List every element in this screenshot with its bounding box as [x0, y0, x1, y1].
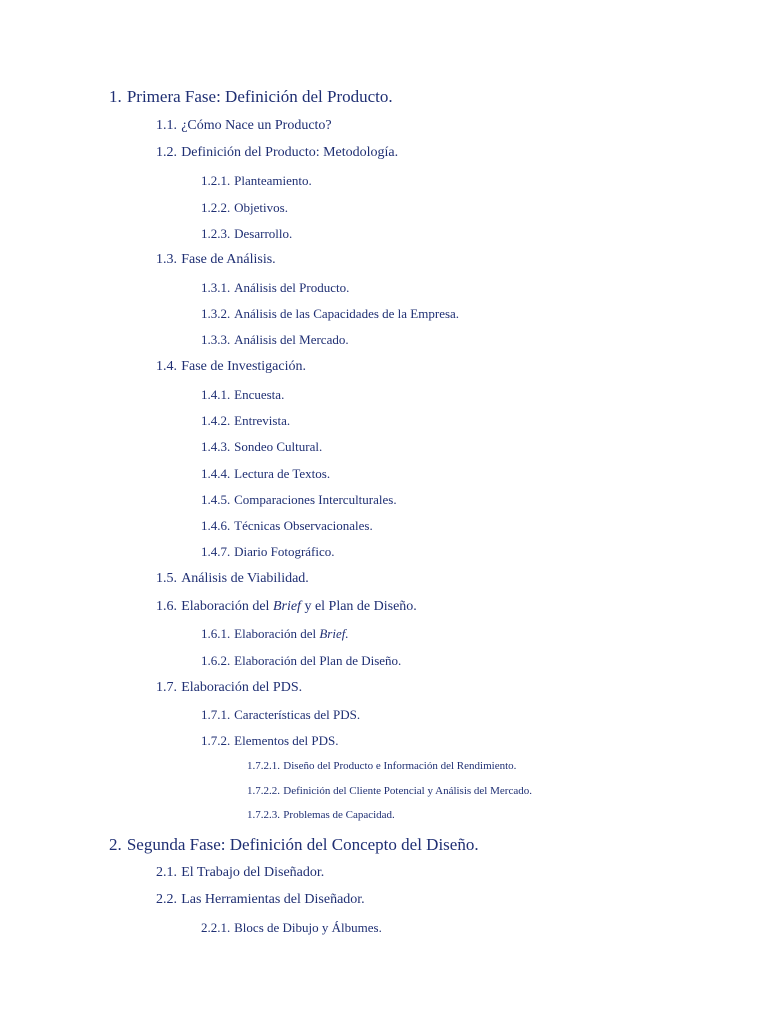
toc-entry-1-2-3[interactable]: 1.2.3. Desarrollo.: [201, 226, 293, 241]
toc-entry-1-4-3[interactable]: 1.4.3. Sondeo Cultural.: [201, 439, 323, 454]
toc-entry-1-2-1[interactable]: 1.2.1. Planteamiento.: [201, 173, 312, 188]
toc-entry-1-5[interactable]: 1.5. Análisis de Viabilidad.: [156, 571, 309, 586]
toc-entry-1-4-6[interactable]: 1.4.6. Técnicas Observacionales.: [201, 518, 373, 533]
toc-entry-1-4-4[interactable]: 1.4.4. Lectura de Textos.: [201, 466, 331, 481]
toc-entry-1-6[interactable]: 1.6. Elaboración del Brief y el Plan de Diseño.: [156, 599, 417, 614]
toc-entry-1-7-2-1[interactable]: 1.7.2.1. Diseño del Producto e Información del Rendimiento.: [247, 760, 517, 772]
toc-entry-1-4-2[interactable]: 1.4.2. Entrevista.: [201, 413, 291, 428]
toc-entry-1-4-1[interactable]: 1.4.1. Encuesta.: [201, 387, 285, 402]
toc-entry-1-3-3[interactable]: 1.3.3. Análisis del Mercado.: [201, 332, 349, 347]
toc-entry-1-4-7[interactable]: 1.4.7. Diario Fotográfico.: [201, 544, 335, 559]
toc-entry-1-2[interactable]: 1.2. Definición del Producto: Metodología.: [156, 145, 399, 160]
toc-entry-1-7[interactable]: 1.7. Elaboración del PDS.: [156, 680, 303, 695]
toc-entry-1-6-1[interactable]: 1.6.1. Elaboración del Brief.: [201, 626, 349, 641]
toc-entry-1-3-2[interactable]: 1.3.2. Análisis de las Capacidades de la Empresa.: [201, 306, 460, 321]
toc-entry-1-7-2-3[interactable]: 1.7.2.3. Problemas de Capacidad.: [247, 809, 395, 821]
toc-entry-1[interactable]: 1. Primera Fase: Definición del Producto.: [109, 87, 393, 106]
toc-entry-1-4[interactable]: 1.4. Fase de Investigación.: [156, 359, 306, 374]
toc-entry-1-3[interactable]: 1.3. Fase de Análisis.: [156, 252, 276, 267]
toc-entry-1-7-2[interactable]: 1.7.2. Elementos del PDS.: [201, 733, 339, 748]
toc-entry-1-6-2[interactable]: 1.6.2. Elaboración del Plan de Diseño.: [201, 653, 402, 668]
toc-entry-1-7-1[interactable]: 1.7.1. Características del PDS.: [201, 707, 361, 722]
toc-entry-2-2-1[interactable]: 2.2.1. Blocs de Dibujo y Álbumes.: [201, 920, 382, 935]
toc-entry-2-2[interactable]: 2.2. Las Herramientas del Diseñador.: [156, 892, 365, 907]
toc-entry-1-4-5[interactable]: 1.4.5. Comparaciones Interculturales.: [201, 492, 397, 507]
toc-entry-1-2-2[interactable]: 1.2.2. Objetivos.: [201, 200, 288, 215]
toc-entry-1-7-2-2[interactable]: 1.7.2.2. Definición del Cliente Potencial y Análisis del Mercado.: [247, 785, 532, 797]
toc-entry-1-3-1[interactable]: 1.3.1. Análisis del Producto.: [201, 280, 350, 295]
toc-entry-2-1[interactable]: 2.1. El Trabajo del Diseñador.: [156, 865, 325, 880]
toc-entry-2[interactable]: 2. Segunda Fase: Definición del Concepto del Diseño.: [109, 835, 479, 854]
toc-entry-1-1[interactable]: 1.1. ¿Cómo Nace un Producto?: [156, 118, 332, 133]
